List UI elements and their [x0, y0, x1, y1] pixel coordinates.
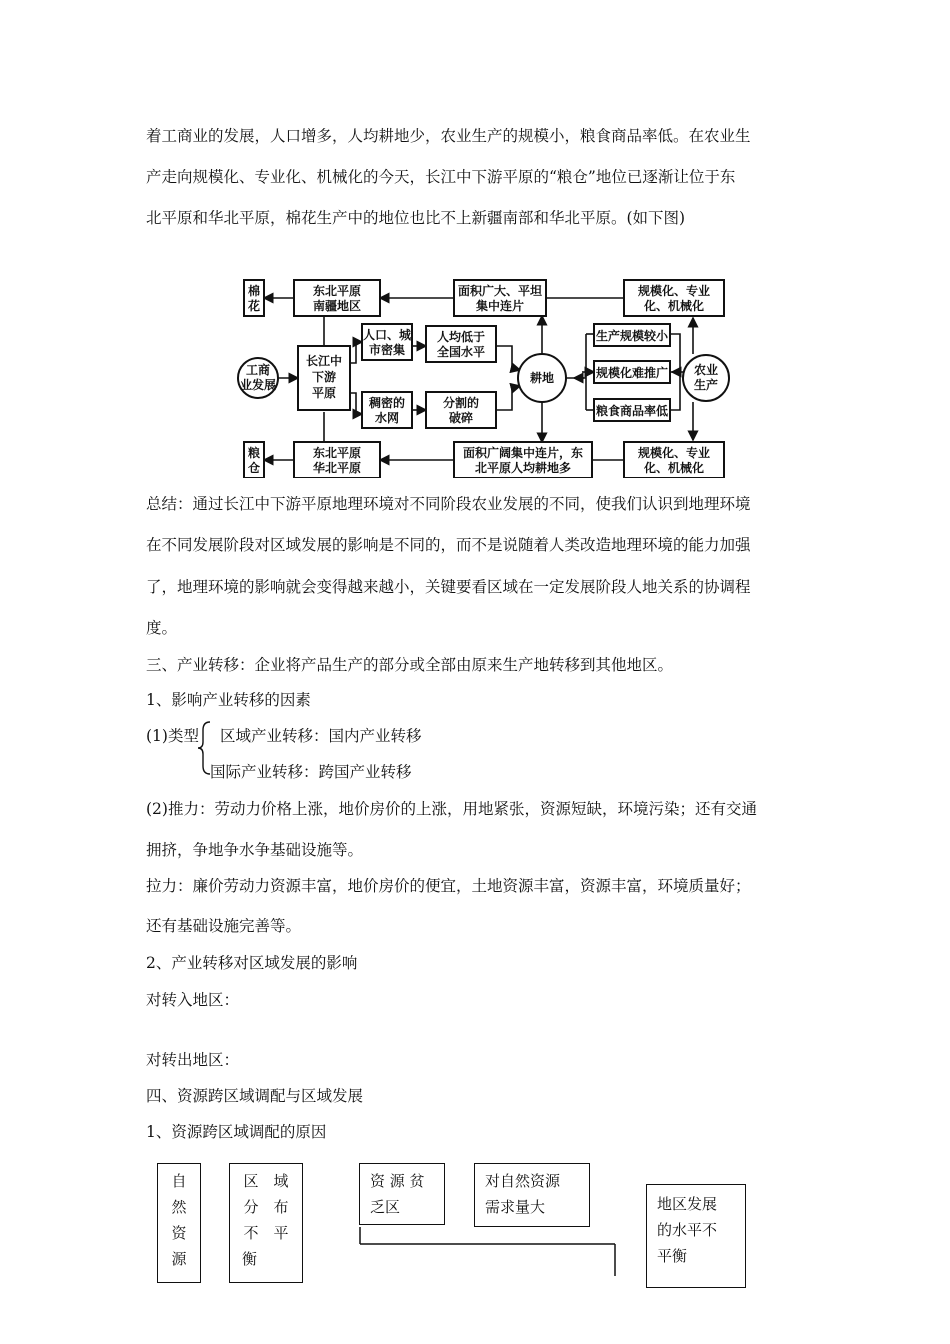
section-3-title: 三、产业转移：企业将产品生产的部分或全部由原来生产地转移到其他地区。	[146, 656, 674, 674]
svg-text:耕地: 耕地	[529, 371, 555, 385]
svg-text:北平原人均耕地多: 北平原人均耕地多	[474, 461, 572, 475]
box-cotton	[244, 280, 264, 316]
summary-line: 总结：通过长江中下游平原地理环境对不同阶段农业发展的不同，使我们认识到地理环境	[146, 495, 751, 513]
box-scale-bottom	[624, 442, 724, 478]
box-vast-northeast	[454, 442, 592, 478]
to-region-label: 对转入地区：	[146, 991, 240, 1009]
box-hard-promote	[594, 361, 670, 383]
pull-line: 还有基础设施完善等。	[146, 917, 302, 935]
box-development-imbalance: 地区发展 的水平不 平衡	[646, 1184, 746, 1288]
svg-text:华北平原: 华北平原	[312, 461, 362, 475]
type-regional: 区域产业转移：国内产业转移	[220, 727, 422, 745]
svg-text:东北平原: 东北平原	[312, 284, 362, 298]
section-4-title: 四、资源跨区域调配与区域发展	[146, 1087, 364, 1105]
svg-text:化、机械化: 化、机械化	[643, 299, 705, 313]
pull-line: 拉力：廉价劳动力资源丰富，地价房价的便宜，土地资源丰富，资源丰富，环境质量好；	[146, 877, 751, 895]
svg-text:人均低于: 人均低于	[436, 330, 486, 344]
from-region-label: 对转出地区：	[146, 1051, 240, 1069]
svg-text:集中连片: 集中连片	[475, 299, 525, 313]
factors-title: 1、影响产业转移的因素	[146, 691, 311, 709]
svg-text:分割的: 分割的	[442, 396, 480, 410]
circle-farmland	[518, 354, 566, 402]
paragraph-line: 北平原和华北平原，棉花生产中的地位也比不上新疆南部和华北平原。(如下图)	[146, 209, 686, 227]
box-northeast-south	[294, 280, 380, 316]
box-small-scale	[594, 324, 670, 346]
box-large-flat	[454, 280, 546, 316]
svg-text:规模化、专业: 规模化、专业	[637, 284, 711, 298]
svg-text:稠密的: 稠密的	[368, 396, 406, 410]
circle-industry	[238, 358, 278, 398]
svg-text:棉: 棉	[247, 284, 261, 298]
impact-title: 2、产业转移对区域发展的影响	[146, 954, 358, 972]
push-line: 拥挤，争地争水争基础设施等。	[146, 841, 364, 859]
type-international: 国际产业转移：跨国产业转移	[210, 763, 412, 781]
summary-line: 度。	[146, 619, 178, 637]
summary-line: 了，地理环境的影响就会变得越来越小，关键要看区域在一定发展阶段人地关系的协调程	[146, 578, 751, 596]
svg-text:农业: 农业	[693, 363, 719, 377]
box-population	[362, 324, 412, 360]
svg-text:工商: 工商	[245, 363, 271, 377]
box-high-demand: 对自然资源 需求量大	[474, 1163, 590, 1227]
svg-text:粮食商品率低: 粮食商品率低	[595, 404, 669, 418]
svg-text:破碎: 破碎	[448, 411, 474, 425]
svg-text:南疆地区: 南疆地区	[312, 299, 362, 313]
yangtze-agriculture-diagram	[236, 268, 746, 478]
svg-text:长江中: 长江中	[305, 354, 343, 368]
push-line: (2)推力：劳动力价格上涨，地价房价的上涨，用地紧张，资源短缺，环境污染；还有交通	[146, 800, 757, 818]
paragraph-line: 产走向规模化、专业化、机械化的今天，长江中下游平原的“粮仓”地位已逐渐让位于东	[146, 168, 736, 186]
box-resource-scarce: 资 源 贫 乏区	[359, 1163, 445, 1225]
box-natural-resources: 自 然 资 源	[157, 1163, 201, 1283]
svg-text:规模化难推广: 规模化难推广	[595, 366, 669, 380]
svg-text:业发展: 业发展	[239, 378, 277, 392]
svg-text:水网: 水网	[374, 411, 400, 425]
box-northeast-north	[294, 442, 380, 478]
svg-text:市密集: 市密集	[368, 343, 406, 357]
svg-text:全国水平: 全国水平	[436, 345, 486, 359]
box-per-capita	[426, 326, 496, 362]
svg-text:化、机械化: 化、机械化	[643, 461, 705, 475]
svg-text:东北平原: 东北平原	[312, 446, 362, 460]
box-uneven-distribution: 区 域 分 布 不 平 衡	[229, 1163, 303, 1283]
svg-text:平原: 平原	[311, 386, 337, 400]
type-label: (1)类型	[146, 727, 199, 745]
box-scale-top	[624, 280, 724, 316]
svg-text:下游: 下游	[311, 370, 337, 384]
box-water-network	[362, 392, 412, 428]
circle-agriculture	[683, 355, 729, 401]
box-grain	[244, 442, 264, 478]
box-yangtze-plain	[298, 346, 350, 410]
svg-text:生产: 生产	[693, 378, 719, 392]
svg-text:粮: 粮	[247, 446, 261, 460]
paragraph-line: 着工商业的发展，人口增多，人均耕地少，农业生产的规模小，粮食商品率低。在农业生	[146, 127, 751, 145]
svg-text:花: 花	[247, 299, 261, 313]
svg-text:生产规模较小: 生产规模较小	[595, 329, 669, 343]
box-low-rate	[594, 399, 670, 421]
box-fragmented	[426, 392, 496, 428]
summary-line: 在不同发展阶段对区域发展的影响是不同的，而不是说随着人类改造地理环境的能力加强	[146, 536, 751, 554]
svg-text:仓: 仓	[247, 461, 261, 475]
svg-text:人口、城: 人口、城	[362, 328, 412, 342]
svg-text:面积广大、平坦: 面积广大、平坦	[457, 284, 543, 298]
svg-text:规模化、专业: 规模化、专业	[637, 446, 711, 460]
reason-title: 1、资源跨区域调配的原因	[146, 1123, 327, 1141]
svg-text:面积广阔集中连片，东: 面积广阔集中连片，东	[462, 446, 584, 460]
